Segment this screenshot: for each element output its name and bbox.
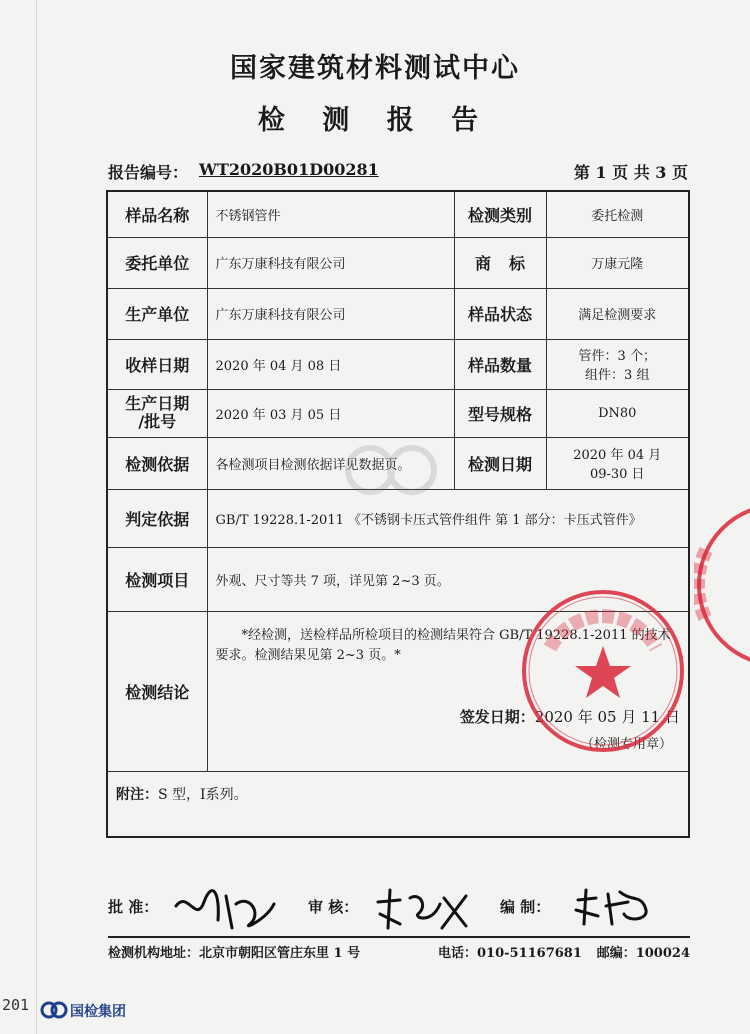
institution-phone: 电话：010-51167681 (438, 946, 582, 961)
sample-qty-value: 管件：3 个； 组件：3 组 (546, 339, 689, 389)
model-label: 型号规格 (454, 389, 546, 437)
table-row (107, 771, 689, 837)
sample-name-label: 样品名称 (107, 191, 207, 237)
issue-date: 2020 年 05 月 11 日 (534, 707, 680, 726)
client-label: 委托单位 (107, 237, 207, 288)
table-row (107, 389, 689, 437)
sample-name-value: 不锈钢管件 (207, 191, 454, 237)
footer-rule (108, 936, 690, 938)
production-date-label: 生产日期 /批号 (107, 389, 207, 437)
corner-number: 201 (2, 996, 30, 1014)
manufacturer-value: 广东万康科技有限公司 (207, 288, 454, 339)
test-date-label: 检测日期 (454, 437, 546, 489)
test-type-value: 委托检测 (546, 191, 689, 237)
client-value: 广东万康科技有限公司 (207, 237, 454, 288)
model-value: DN80 (546, 389, 689, 437)
sample-qty-label: 样品数量 (454, 339, 546, 389)
notes-value: S 型，I系列。 (158, 786, 248, 803)
table-row (107, 339, 689, 389)
institution-address: 检测机构地址：北京市朝阳区管庄东里 1 号 (108, 946, 361, 961)
issue-date-label: 签发日期： (459, 707, 535, 726)
review-label: 审 核： (308, 898, 359, 916)
test-type-label: 检测类别 (454, 191, 546, 237)
institution-postcode: 邮编：100024 (596, 946, 690, 961)
report-number-label: 报告编号： (108, 163, 189, 182)
prepare-label: 编 制： (500, 898, 551, 916)
page-info: 第 1 页 共 3 页 (573, 163, 688, 182)
sample-status-label: 样品状态 (454, 288, 546, 339)
test-basis-label: 检测依据 (107, 437, 207, 489)
table-row (107, 191, 689, 237)
conclusion-label: 检测结论 (107, 611, 207, 771)
trademark-label: 商标 (454, 237, 546, 288)
test-items-label: 检测项目 (107, 547, 207, 611)
report-number: WT2020B01D00281 (199, 160, 379, 179)
official-seal-icon (520, 588, 686, 754)
judgment-basis-value: GB/T 19228.1-2011 《不锈钢卡压式管件组件 第 1 部分：卡压式管件》 (207, 489, 689, 547)
receipt-date-value: 2020 年 04 月 08 日 (207, 339, 454, 389)
test-items-value: 外观、尺寸等共 7 项，详见第 2~3 页。 (207, 547, 689, 611)
manufacturer-label: 生产单位 (107, 288, 207, 339)
seal-note: （检测专用章） (580, 736, 672, 752)
report-number-line (108, 160, 688, 184)
trademark-value: 万康元隆 (546, 237, 689, 288)
watermark-logo-icon (340, 440, 450, 510)
partial-seal-icon (694, 500, 750, 670)
test-basis-value: 各检测项目检测依据详见数据页。 (207, 437, 454, 489)
approve-signature-icon (170, 884, 280, 934)
institution-title: 国家建筑材料测试中心 (230, 53, 520, 84)
brand-logo-icon (40, 1000, 68, 1020)
document-title: 检 测 报 告 (257, 105, 493, 136)
table-row (107, 288, 689, 339)
brand-name: 国检集团 (70, 1004, 126, 1020)
judgment-basis-label: 判定依据 (107, 489, 207, 547)
review-signature-icon (370, 884, 480, 934)
table-row (107, 237, 689, 288)
conclusion-text: *经检测，送检样品所检项目的检测结果符合 GB/T 19228.1-2011 的技术要求。检测结果见第 2~3 页。* (215, 627, 671, 663)
approve-label: 批 准： (108, 898, 159, 916)
production-date-value: 2020 年 03 月 05 日 (207, 389, 454, 437)
notes-label: 附注： (116, 786, 158, 803)
prepare-signature-icon (568, 884, 658, 934)
approval-line (108, 884, 698, 934)
sample-status-value: 满足检测要求 (546, 288, 689, 339)
receipt-date-label: 收样日期 (107, 339, 207, 389)
page-edge (36, 0, 37, 1034)
test-date-value: 2020 年 04 月 09-30 日 (546, 437, 689, 489)
notes-cell (107, 771, 689, 837)
